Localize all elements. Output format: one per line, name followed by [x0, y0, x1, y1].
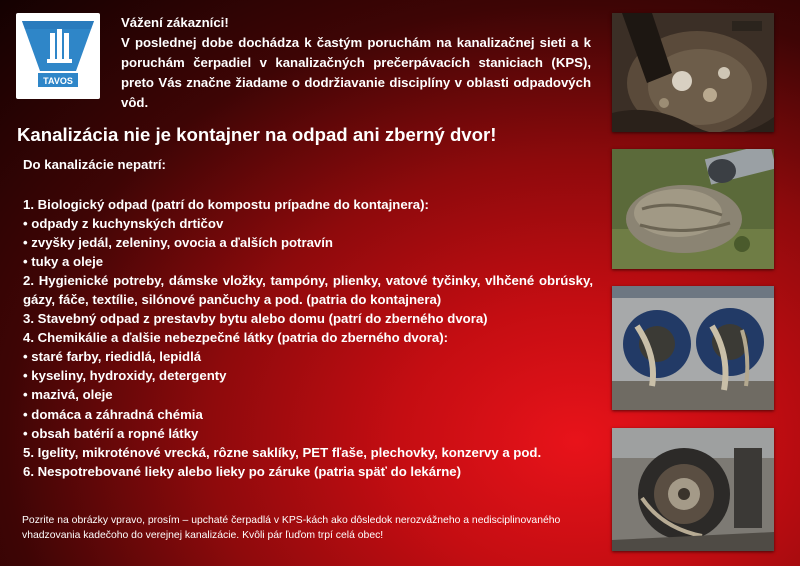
list-item: • domáca a záhradná chémia: [23, 406, 203, 422]
waste-list: [23, 195, 593, 481]
photo-pump-housing: [612, 428, 774, 551]
greeting: Vážení zákazníci!: [121, 15, 229, 30]
headline: Kanalizácia nie je kontajner na odpad ani zberný dvor!: [17, 124, 497, 145]
list-item: • tuky a oleje: [23, 254, 104, 270]
list-item: 2. Hygienické potreby, dámske vložky, tampóny, plienky, vatové tyčinky, vlhčené obrúsky, gázy, fáče, textílie, silónové pančuchy a pod. (patria do kontajnera): [23, 273, 593, 308]
footer-note: Pozrite na obrázky vpravo, prosím – upchaté čerpadlá v KPS-kách ako dôsledok nerozvážneho a nedisciplinovaného vhadzovania kadečoho do verejnej kanalizácie. Kvôli pár ľuďom trpí celá obec!: [22, 515, 561, 541]
tavos-logo: [16, 13, 100, 99]
list-item: • kyseliny, hydroxidy, detergenty: [23, 368, 227, 384]
subhead: Do kanalizácie nepatrí:: [23, 157, 166, 172]
intro-paragraph: [121, 13, 591, 113]
list-item: • mazivá, oleje: [23, 387, 113, 403]
logo-text: TAVOS: [43, 76, 73, 86]
list-item: • obsah batérií a ropné látky: [23, 425, 199, 441]
list-item: • zvyšky jedál, zeleniny, ovocia a ďalších potravín: [23, 235, 333, 251]
list-item: • staré farby, riedidlá, lepidlá: [23, 349, 202, 365]
list-item: • odpady z kuchynských drtičov: [23, 216, 224, 232]
list-item: 5. Igelity, mikroténové vrecká, rôzne saklíky, PET fľaše, plechovky, konzervy a pod.: [23, 444, 542, 460]
photo-clogged-pumps: [612, 286, 774, 410]
list-item: 4. Chemikálie a ďalšie nebezpečné látky (patria do zberného dvora):: [23, 330, 449, 346]
list-item: 6. Nespotrebované lieky alebo lieky po záruke (patria späť do lekárne): [23, 463, 462, 479]
intro-body: V poslednej dobe dochádza k častým poruchám na kanalizačnej sieti a k poruchám čerpadiel v kanalizačných prečerpávacích staniciach (KPS), preto Vás značne žiadame o dodržiavanie disciplíny v oblasti odpadových vôd.: [121, 35, 591, 110]
photo-rag-ball: [612, 149, 774, 269]
list-item: 1. Biologický odpad (patrí do kompostu prípadne do kontajnera):: [23, 197, 429, 212]
photo-clogged-shaft: [612, 13, 774, 132]
list-item: 3. Stavebný odpad z prestavby bytu alebo domu (patrí do zberného dvora): [23, 311, 488, 327]
tavos-logo-icon: [16, 13, 100, 99]
